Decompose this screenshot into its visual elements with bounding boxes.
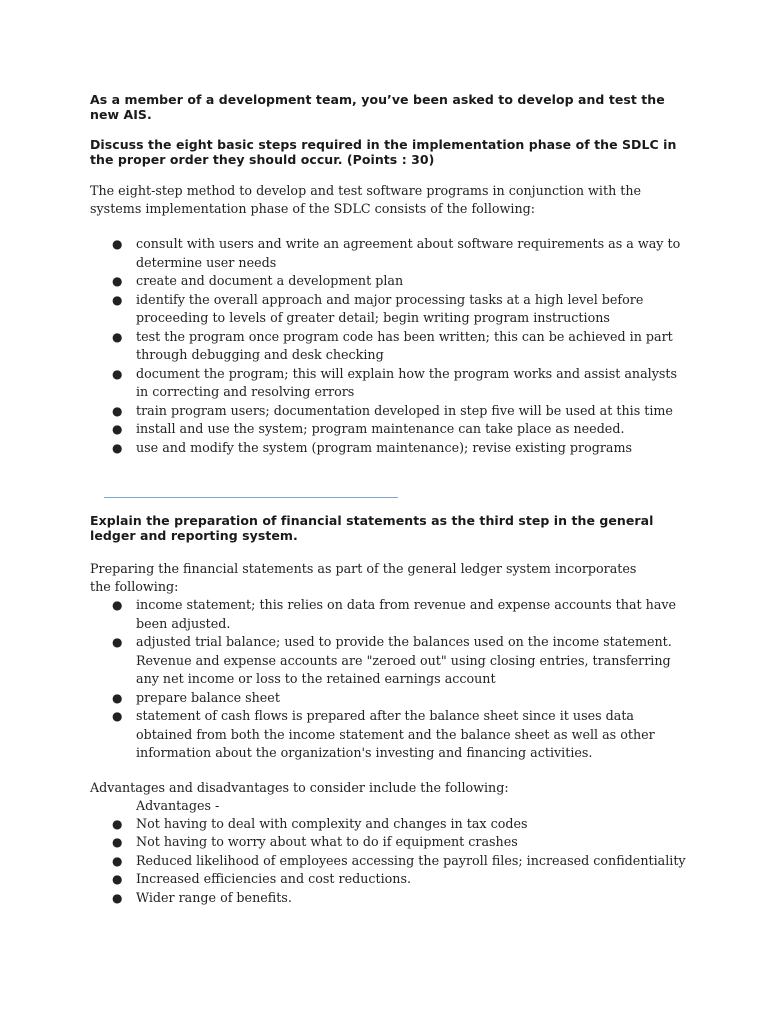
- list-item-text: Not having to deal with complexity and changes in tax codes: [136, 815, 528, 831]
- bullet-icon: ●: [112, 422, 123, 436]
- list-item: [90, 833, 690, 852]
- list-item-text: Wider range of benefits.: [136, 889, 292, 905]
- section3-intro: Advantages and disadvantages to consider include the following:: [90, 779, 509, 795]
- section2-question: Explain the preparation of financial statements as the third step in the general ledger and reporting system.: [90, 513, 654, 543]
- list-item: [90, 889, 690, 908]
- bullet-icon: ●: [112, 366, 123, 381]
- bullet-icon: ●: [112, 403, 123, 418]
- financial-statements-list: [90, 596, 690, 763]
- list-item: [90, 402, 690, 421]
- list-item-text: document the program; this will explain how the program works and assist analysts in correcting and resolving errors: [136, 365, 677, 399]
- list-item-text: statement of cash flows is prepared after the balance sheet since it uses data obtained from both the income statement and the balance sheet as well as other information about the organization's investing and financing activities.: [136, 708, 655, 760]
- bullet-icon: ●: [112, 709, 123, 723]
- bullet-icon: ●: [112, 690, 123, 705]
- list-item: [90, 328, 690, 365]
- list-item: [90, 235, 690, 272]
- list-item: [90, 439, 690, 458]
- list-item-text: use and modify the system (program maintenance); revise existing programs: [136, 439, 633, 455]
- list-item: [90, 707, 690, 763]
- advantages-label: Advantages -: [136, 797, 220, 813]
- list-item-text: Increased efficiencies and cost reductions.: [136, 871, 411, 886]
- bullet-icon: ●: [112, 440, 123, 455]
- list-item: [90, 291, 690, 328]
- section1-question: Discuss the eight basic steps required in the implementation phase of the SDLC in the proper order they should occur. (Points : 30): [90, 137, 677, 167]
- bullet-icon: ●: [112, 853, 123, 868]
- list-item-text: install and use the system; program maintenance can take place as needed.: [136, 421, 625, 436]
- section1-intro: The eight-step method to develop and test software programs in conjunction with the systems implementation phase of the SDLC consists of the following:: [90, 183, 642, 216]
- list-item: [90, 272, 690, 291]
- list-item-text: Not having to worry about what to do if equipment crashes: [136, 834, 518, 849]
- section2-intro: Preparing the financial statements as part of the general ledger system incorporates the following:: [90, 561, 637, 594]
- list-item-text: Reduced likelihood of employees accessing the payroll files; increased confidentiality: [136, 852, 686, 868]
- list-item: [90, 815, 690, 834]
- bullet-icon: ●: [112, 872, 123, 886]
- bullet-icon: ●: [112, 274, 123, 288]
- list-item: [90, 633, 690, 689]
- implementation-steps-list: [90, 235, 690, 457]
- advantages-list: [90, 815, 690, 908]
- document-page-lower: [90, 513, 690, 907]
- bullet-icon: ●: [112, 598, 123, 612]
- list-item: [90, 596, 690, 633]
- list-item: [90, 870, 690, 889]
- list-item-text: income statement; this relies on data from revenue and expense accounts that have been adjusted.: [136, 597, 677, 631]
- bullet-icon: ●: [112, 329, 123, 344]
- section-divider: [104, 497, 398, 498]
- bullet-icon: ●: [112, 816, 123, 831]
- list-item-text: train program users; documentation developed in step five will be used at this time: [136, 402, 673, 418]
- bullet-icon: ●: [112, 835, 123, 849]
- list-item-text: identify the overall approach and major processing tasks at a high level before proceeding to levels of greater detail; begin writing program instructions: [136, 291, 644, 325]
- bullet-icon: ●: [112, 635, 123, 649]
- section1-heading: As a member of a development team, you’ve been asked to develop and test the new AIS.: [90, 92, 665, 122]
- list-item-text: create and document a development plan: [136, 273, 404, 288]
- list-item: [90, 852, 690, 871]
- list-item-text: test the program once program code has been written; this can be achieved in part through debugging and desk checking: [136, 328, 673, 362]
- list-item-text: prepare balance sheet: [136, 689, 280, 705]
- list-item-text: adjusted trial balance; used to provide the balances used on the income statement. Revenue and expense accounts are "zeroed out" using closing entries, transferring any net income or loss to the retained earnings account: [136, 634, 672, 686]
- list-item: [90, 365, 690, 402]
- bullet-icon: ●: [112, 292, 123, 307]
- list-item: [90, 420, 690, 439]
- bullet-icon: ●: [112, 237, 123, 251]
- bullet-icon: ●: [112, 890, 123, 905]
- list-item: [90, 689, 690, 708]
- document-page: [90, 92, 690, 457]
- list-item-text: consult with users and write an agreement about software requirements as a way to determine user needs: [136, 236, 681, 270]
